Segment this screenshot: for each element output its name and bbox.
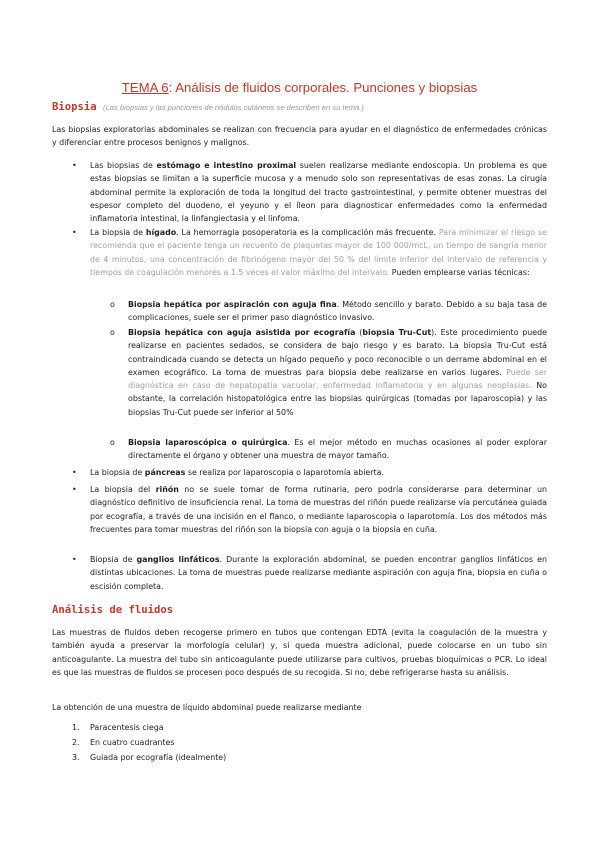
title-lead: TEMA 6 bbox=[121, 80, 169, 95]
text: No obstante, la correlación histopatológica entre las biopsias quirúrgicas (tomadas por laparoscopia) y las biopsias Tru-Cut puede ser inferior al 50% bbox=[128, 381, 547, 417]
list-item bbox=[72, 751, 226, 764]
bold-text: hígado bbox=[145, 228, 177, 237]
bold-text: páncreas bbox=[144, 468, 186, 477]
text: ). Este procedimiento puede realizarse en pacientes sedados, se considera de bajo riesgo y es barato. La biopsia Tru-Cut está contraindicada cuando se detecta un hígado pequeño y poco reconocible o un derrame abdominal en el examen ecográfico. La toma de muestras para biopsia debe realizarse en varios lugares. bbox=[128, 328, 548, 377]
text: Paracentesis ciega bbox=[90, 723, 164, 732]
bold-text: estómago e intestino proximal bbox=[156, 161, 297, 170]
grey-text: Para minimizar el riesgo se recomienda que el paciente tenga un recuento de plaquetas mayor de 100 000/mcL, un tiempo de sangría menor de 4 minutos, una concentración de fibrinógeno mayor del 50 % del límite inferior del intervalo de referencia y tiempos de coagulación menores a 1.5 veces el valor máximo del intervalo. bbox=[90, 228, 548, 277]
bold-text: riñón bbox=[155, 485, 179, 494]
list-item bbox=[72, 483, 547, 536]
bold-text: Biopsia laparoscópica o quirúrgica bbox=[128, 438, 288, 447]
list-item bbox=[72, 466, 547, 479]
number: 1. bbox=[72, 723, 80, 732]
sub-marker: o bbox=[110, 300, 115, 309]
list-item bbox=[72, 553, 547, 593]
list-item bbox=[72, 721, 164, 734]
fluids-intro: La obtención de una muestra de líquido abdominal puede realizarse mediante bbox=[52, 703, 362, 712]
bold-text: Biopsia hepática por aspiración con aguja fina bbox=[128, 300, 337, 309]
text: Biopsia de bbox=[90, 555, 137, 564]
text: Guiada por ecografía (idealmente) bbox=[90, 753, 227, 762]
sub-marker: o bbox=[110, 438, 115, 447]
text: no se suele tomar de forma rutinaria, pero podría considerarse para determinar un diagnóstico definitivo de insuficiencia renal. La toma de muestras del riñón puede realizarse vía percutánea guiada por ecografía, a través de una incisión en el flanco, o mediante laparoscopia o laparotomía. Los dos métodos más frecuentes para tomar muestras del riñón son la biopsia con aguja o la biopsia en cuña. bbox=[90, 485, 547, 534]
text: . Durante la exploración abdominal, se pueden encontrar ganglios linfáticos en distintas ubicaciones. La toma de muestras puede realizarse mediante aspiración con aguja fina, biopsia en cuña o escisión completa. bbox=[90, 555, 547, 591]
intro-paragraph: Las biopsias exploratorias abdominales se realizan con frecuencia para ayudar en el diagnóstico de enfermedades crónicas y diferenciar entre procesos benignos y malignos. bbox=[52, 125, 547, 148]
sub-marker: o bbox=[110, 328, 115, 337]
section-heading-fluidos: Análisis de fluidos bbox=[52, 604, 174, 616]
bold-text: Biopsia hepática con aguja asistida por ecografía bbox=[128, 328, 356, 337]
sub-list-item bbox=[110, 298, 548, 325]
text: . Es el mejor método en muchas ocasiones al poder explorar directamente el órgano y obtener una muestra de mayor tamaño. bbox=[128, 438, 547, 461]
text: ( bbox=[355, 328, 363, 337]
list-item bbox=[72, 226, 548, 279]
list-item bbox=[72, 159, 547, 225]
bullet-marker: • bbox=[72, 228, 77, 237]
bullet-marker: • bbox=[72, 555, 77, 564]
number: 3. bbox=[72, 753, 80, 762]
bullet-marker: • bbox=[72, 161, 77, 170]
bold-text: ganglios linfáticos bbox=[136, 555, 220, 564]
text: La biopsia de bbox=[90, 468, 145, 477]
bold-text: biopsia Tru-Cut bbox=[362, 328, 432, 337]
text: . Método sencillo y barato. Debido a su baja tasa de complicaciones, suele ser el primer paso diagnóstico invasivo. bbox=[128, 300, 548, 323]
bullet-marker: • bbox=[72, 468, 77, 477]
text: Las biopsias de bbox=[90, 161, 157, 170]
text: Pueden emplearse varias técnicas: bbox=[389, 267, 530, 277]
title-rest: : Análisis de fluidos corporales. Punciones y biopsias bbox=[168, 80, 478, 95]
text: En cuatro cuadrantes bbox=[90, 738, 175, 747]
list-item bbox=[72, 736, 175, 749]
sub-list-item bbox=[110, 326, 548, 419]
text: suelen realizarse mediante endoscopia. Un problema es que estas biopsias se limitan a la superficie mucosa y a menudo solo son representativas de esas zonas. La cirugía abdominal permite la exploración de toda la longitud del tracto gastrointestinal, y permite obtener muestras del espesor completo del duodeno, el yeyuno y el íleon para diagnosticar enfermedades como la enfermedad inflamatoria intestinal, la linfangiectasia y el linfoma. bbox=[90, 161, 547, 224]
fluids-paragraph: Las muestras de fluidos deben recogerse primero en tubos que contengan EDTA (evita la coagulación de la muestra y también ayuda a preservar la morfología celular) y, si queda muestra adicional, puede colocarse en un tubo sin anticoagulante. La muestra del tubo sin anticoagulante puede utilizarse para cultivos, pruebas bioquímicas o PCR. Lo ideal es que las muestras de fluidos se procesen poco después de su recogida. Si no, debe refrigerarse hasta su análisis. bbox=[52, 628, 547, 677]
heading-text: Biopsia bbox=[52, 101, 97, 113]
text: La biopsia del bbox=[90, 485, 156, 494]
number: 2. bbox=[72, 738, 80, 747]
grey-text: Puede ser diagnóstica en caso de hepatopatía vacuolar, enfermedad inflamatoria y en algunas neoplasias. bbox=[128, 367, 547, 391]
heading-note: (Las biopsias y las punciones de nódulos cutáneos se describen en su tema.) bbox=[103, 103, 364, 112]
page-title bbox=[0, 80, 599, 95]
sub-list-item bbox=[110, 436, 547, 463]
text: . La hemorragia posoperatoria es la complicación más frecuente. bbox=[176, 228, 439, 237]
section-heading-biopsia bbox=[52, 101, 364, 113]
text: se realiza por laparoscopia o laparotomía abierta. bbox=[185, 468, 384, 477]
bullet-marker: • bbox=[72, 485, 77, 494]
text: La biopsia de bbox=[90, 228, 146, 237]
